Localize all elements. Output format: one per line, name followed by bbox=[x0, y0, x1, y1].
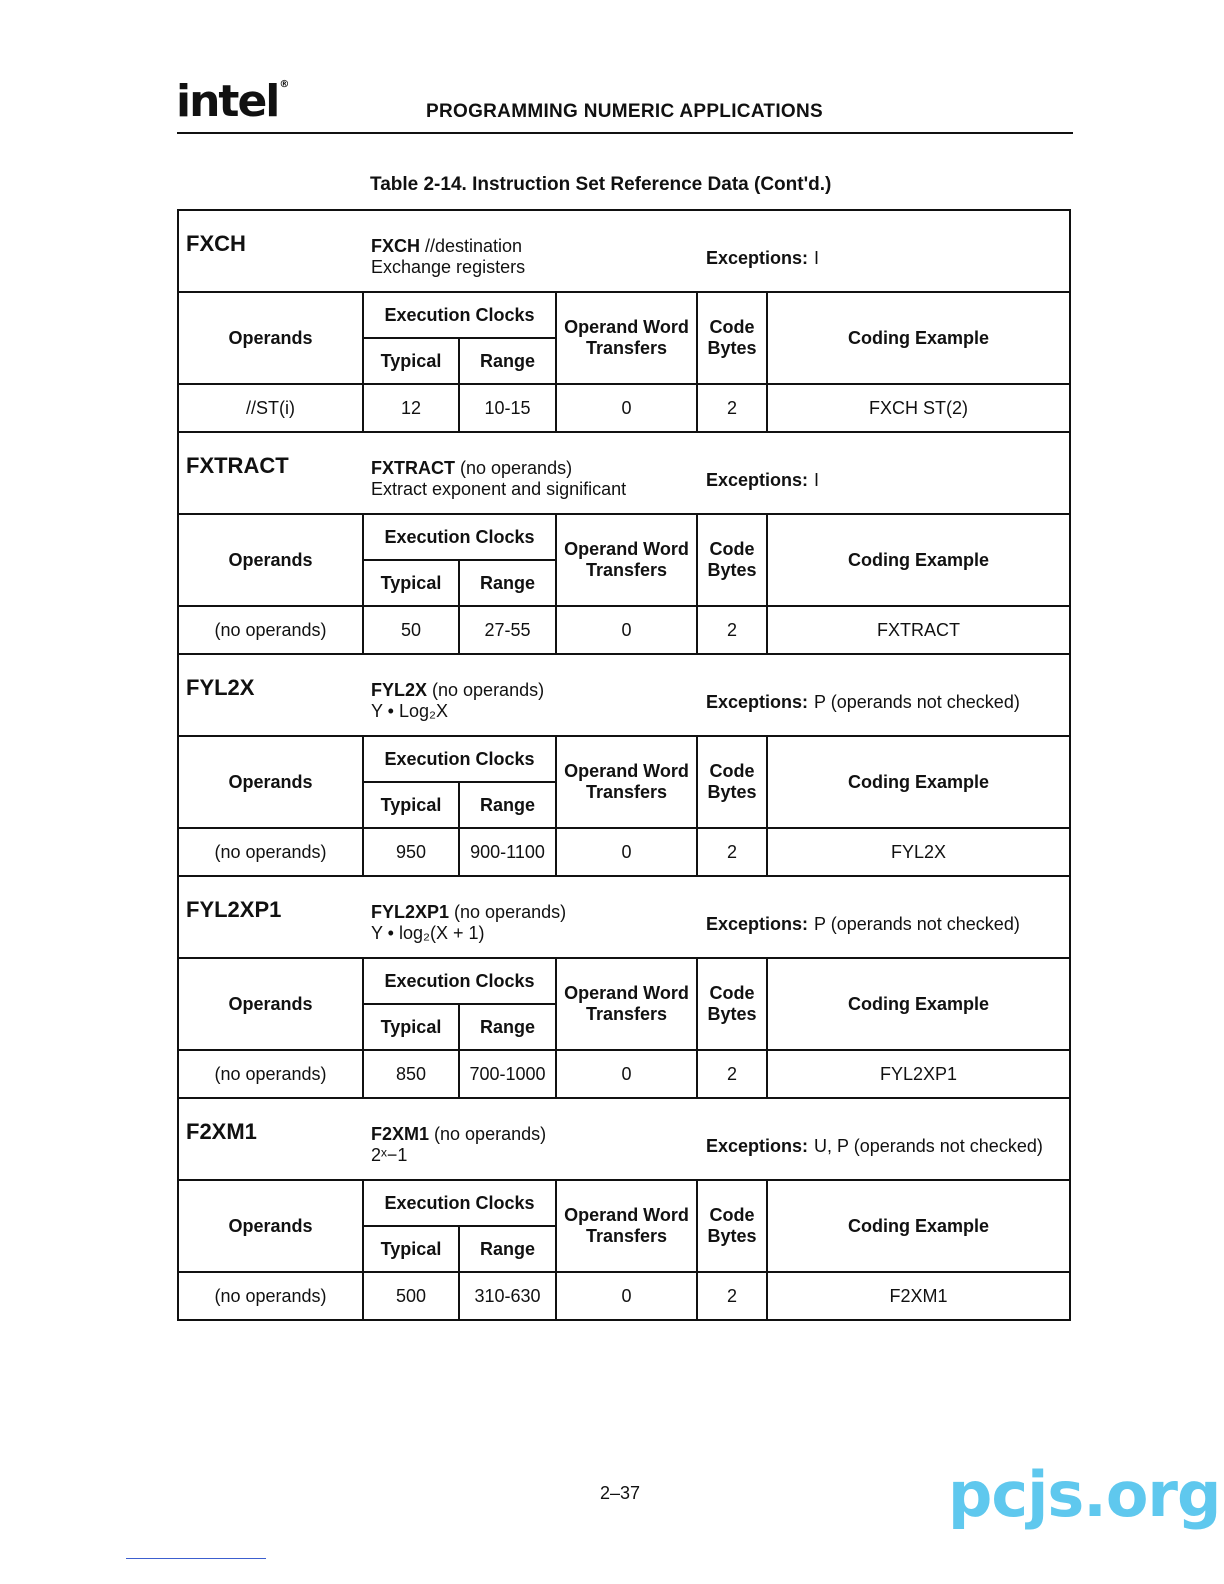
header-range: Range bbox=[459, 1004, 556, 1050]
instruction-summary: 2ˣ−1 bbox=[371, 1145, 408, 1165]
header-operand-word-transfers: Operand Word Transfers bbox=[556, 736, 697, 828]
header-code-bytes: Code Bytes bbox=[697, 292, 767, 384]
timing-grid bbox=[179, 513, 1069, 653]
timing-grid bbox=[179, 957, 1069, 1097]
header-rule bbox=[177, 132, 1073, 134]
cell-bytes: 2 bbox=[697, 384, 767, 431]
table-row bbox=[179, 828, 1069, 875]
cell-coding-example: FYL2X bbox=[767, 828, 1069, 875]
header-coding-example: Coding Example bbox=[767, 736, 1069, 828]
cell-operands: //ST(i) bbox=[179, 384, 363, 431]
header-operand-word-transfers: Operand Word Transfers bbox=[556, 514, 697, 606]
table-row bbox=[179, 384, 1069, 431]
instruction-syntax: FXTRACT (no operands) bbox=[371, 458, 573, 478]
header-typical: Typical bbox=[363, 338, 459, 384]
header-typical: Typical bbox=[363, 560, 459, 606]
instruction-syntax: FYL2X (no operands) bbox=[371, 680, 545, 700]
instruction-mnemonic: F2XM1 bbox=[186, 1119, 257, 1144]
header-range: Range bbox=[459, 338, 556, 384]
instruction-syntax: FXCH //destination bbox=[371, 236, 523, 256]
instruction-description bbox=[179, 877, 1069, 957]
cell-typical: 12 bbox=[363, 384, 459, 431]
header-range: Range bbox=[459, 1226, 556, 1272]
instruction-description bbox=[179, 433, 1069, 513]
watermark[interactable]: pcjs.org bbox=[948, 1458, 1221, 1531]
timing-grid bbox=[179, 735, 1069, 875]
header-execution-clocks: Execution Clocks bbox=[363, 514, 556, 560]
cell-coding-example: F2XM1 bbox=[767, 1272, 1069, 1319]
cell-coding-example: FXTRACT bbox=[767, 606, 1069, 653]
instruction-block-fxch bbox=[179, 211, 1069, 431]
cell-coding-example: FYL2XP1 bbox=[767, 1050, 1069, 1097]
cell-transfers: 0 bbox=[556, 1272, 697, 1319]
table-row bbox=[179, 1050, 1069, 1097]
cell-operands: (no operands) bbox=[179, 606, 363, 653]
cell-coding-example: FXCH ST(2) bbox=[767, 384, 1069, 431]
table-row bbox=[179, 606, 1069, 653]
header-operand-word-transfers: Operand Word Transfers bbox=[556, 958, 697, 1050]
instruction-summary: Extract exponent and significant bbox=[371, 479, 627, 499]
instruction-description bbox=[179, 655, 1069, 735]
intel-logo: intel® bbox=[176, 76, 288, 127]
header-range: Range bbox=[459, 782, 556, 828]
cell-typical: 50 bbox=[363, 606, 459, 653]
cell-transfers: 0 bbox=[556, 1050, 697, 1097]
header-coding-example: Coding Example bbox=[767, 1180, 1069, 1272]
instruction-summary: Exchange registers bbox=[371, 257, 526, 277]
cell-range: 27-55 bbox=[459, 606, 556, 653]
header-operands: Operands bbox=[179, 958, 363, 1050]
cell-operands: (no operands) bbox=[179, 828, 363, 875]
cell-range: 310-630 bbox=[459, 1272, 556, 1319]
header-execution-clocks: Execution Clocks bbox=[363, 1180, 556, 1226]
instruction-mnemonic: FXCH bbox=[186, 231, 246, 256]
instruction-exceptions: Exceptions: P (operands not checked) bbox=[706, 914, 1020, 934]
table-caption: Table 2-14. Instruction Set Reference Data (Cont'd.) bbox=[370, 174, 832, 195]
cell-range: 900-1100 bbox=[459, 828, 556, 875]
cell-typical: 950 bbox=[363, 828, 459, 875]
timing-grid bbox=[179, 291, 1069, 431]
header-execution-clocks: Execution Clocks bbox=[363, 292, 556, 338]
instruction-description bbox=[179, 1099, 1069, 1179]
header-code-bytes: Code Bytes bbox=[697, 736, 767, 828]
instruction-summary: Y • log₂(X + 1) bbox=[371, 923, 485, 943]
footer-rule bbox=[126, 1558, 266, 1559]
timing-grid bbox=[179, 1179, 1069, 1319]
header-code-bytes: Code Bytes bbox=[697, 514, 767, 606]
cell-bytes: 2 bbox=[697, 1050, 767, 1097]
cell-bytes: 2 bbox=[697, 606, 767, 653]
header-execution-clocks: Execution Clocks bbox=[363, 736, 556, 782]
header-operand-word-transfers: Operand Word Transfers bbox=[556, 292, 697, 384]
instruction-reference-table bbox=[177, 209, 1071, 1321]
header-operands: Operands bbox=[179, 514, 363, 606]
cell-operands: (no operands) bbox=[179, 1050, 363, 1097]
cell-transfers: 0 bbox=[556, 828, 697, 875]
header-operand-word-transfers: Operand Word Transfers bbox=[556, 1180, 697, 1272]
header-coding-example: Coding Example bbox=[767, 292, 1069, 384]
cell-transfers: 0 bbox=[556, 384, 697, 431]
cell-typical: 500 bbox=[363, 1272, 459, 1319]
cell-transfers: 0 bbox=[556, 606, 697, 653]
instruction-exceptions: Exceptions: I bbox=[706, 248, 820, 268]
header-coding-example: Coding Example bbox=[767, 514, 1069, 606]
header-operands: Operands bbox=[179, 736, 363, 828]
header-operands: Operands bbox=[179, 292, 363, 384]
header-operands: Operands bbox=[179, 1180, 363, 1272]
page-header-title: PROGRAMMING NUMERIC APPLICATIONS bbox=[426, 101, 823, 122]
header-execution-clocks: Execution Clocks bbox=[363, 958, 556, 1004]
instruction-block-fyl2xp1 bbox=[179, 875, 1069, 1097]
header-typical: Typical bbox=[363, 1226, 459, 1272]
cell-typical: 850 bbox=[363, 1050, 459, 1097]
instruction-exceptions: Exceptions: P (operands not checked) bbox=[706, 692, 1020, 712]
cell-operands: (no operands) bbox=[179, 1272, 363, 1319]
instruction-summary: Y • Log₂X bbox=[371, 701, 449, 721]
header-typical: Typical bbox=[363, 1004, 459, 1050]
cell-range: 700-1000 bbox=[459, 1050, 556, 1097]
page-number: 2–37 bbox=[600, 1483, 641, 1503]
instruction-block-fxtract bbox=[179, 431, 1069, 653]
header-typical: Typical bbox=[363, 782, 459, 828]
cell-range: 10-15 bbox=[459, 384, 556, 431]
header-range: Range bbox=[459, 560, 556, 606]
cell-bytes: 2 bbox=[697, 828, 767, 875]
header-coding-example: Coding Example bbox=[767, 958, 1069, 1050]
instruction-exceptions: Exceptions: U, P (operands not checked) bbox=[706, 1136, 1043, 1156]
table-row bbox=[179, 1272, 1069, 1319]
instruction-syntax: F2XM1 (no operands) bbox=[371, 1124, 547, 1144]
header-code-bytes: Code Bytes bbox=[697, 1180, 767, 1272]
instruction-description bbox=[179, 211, 1069, 291]
instruction-syntax: FYL2XP1 (no operands) bbox=[371, 902, 567, 922]
header-code-bytes: Code Bytes bbox=[697, 958, 767, 1050]
instruction-exceptions: Exceptions: I bbox=[706, 470, 820, 490]
instruction-mnemonic: FYL2X bbox=[186, 675, 255, 700]
instruction-block-f2xm1 bbox=[179, 1097, 1069, 1319]
instruction-mnemonic: FYL2XP1 bbox=[186, 897, 282, 922]
cell-bytes: 2 bbox=[697, 1272, 767, 1319]
instruction-block-fyl2x bbox=[179, 653, 1069, 875]
instruction-mnemonic: FXTRACT bbox=[186, 453, 289, 478]
